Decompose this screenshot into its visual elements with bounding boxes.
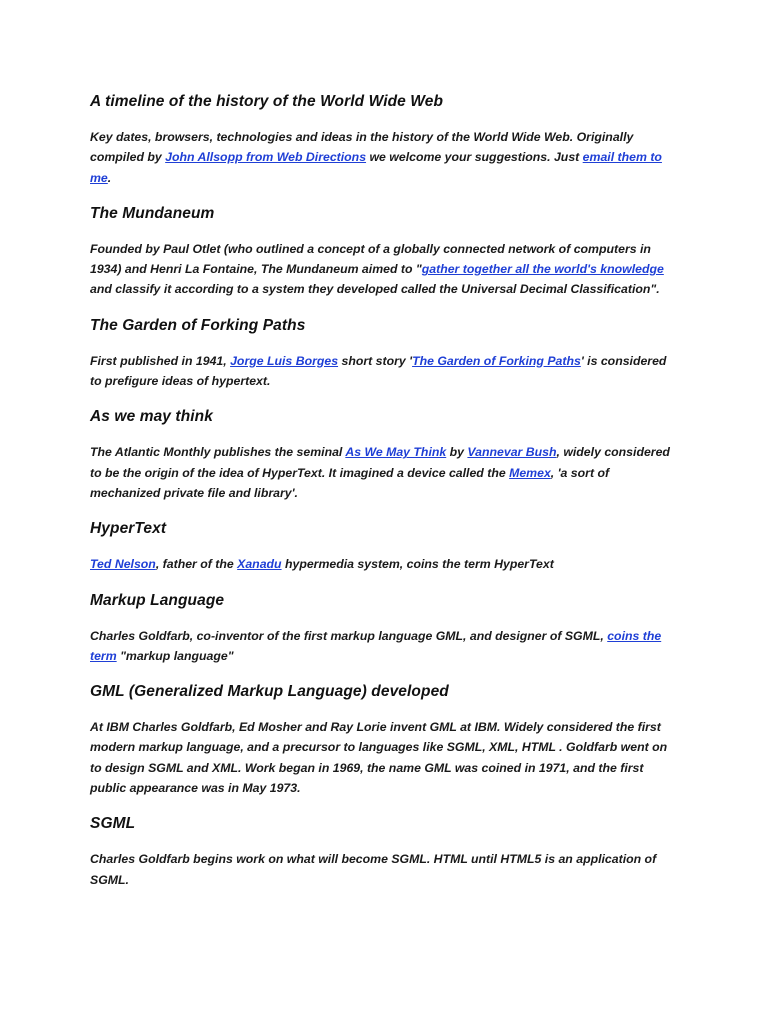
- hypertext-text-2: hypermedia system, coins the term HyperText: [281, 557, 554, 572]
- garden-text-3: ' is considered to prefigure ideas of hypertext.: [90, 353, 667, 389]
- link-xanadu[interactable]: Xanadu: [237, 557, 282, 572]
- heading-gml: GML (Generalized Markup Language) developed: [90, 683, 449, 701]
- mundaneum-text-2: and classify it according to a system they developed called the Universal Decimal Classification".: [90, 282, 660, 297]
- link-as-we-may-think[interactable]: As We May Think: [345, 445, 447, 460]
- heading-hypertext: HyperText: [90, 520, 167, 538]
- maythink-text-1: The Atlantic Monthly publishes the seminal: [90, 445, 346, 460]
- garden-text-1: First published in 1941,: [90, 353, 231, 368]
- heading-mundaneum: The Mundaneum: [90, 204, 215, 222]
- page-title: A timeline of the history of the World Wide Web: [90, 93, 444, 110]
- paragraph-gml: At IBM Charles Goldfarb, Ed Mosher and Ray Lorie invent GML at IBM. Widely considered the first modern markup language, and a precursor to languages like SGML, XML, HTML . Goldfarb went on to design SGML and XML. Work began in 1969, the name GML was coined in 1971, and the first public appearance was in May 1973.: [90, 720, 668, 796]
- paragraph-as-we-may-think: [90, 442, 680, 503]
- paragraph-garden: [90, 351, 680, 392]
- garden-text-2: short story ': [338, 353, 413, 368]
- hypertext-text-1: , father of the: [155, 557, 238, 572]
- heading-markup-language: Markup Language: [90, 591, 225, 609]
- link-memex[interactable]: Memex: [509, 465, 551, 480]
- paragraph-sgml: Charles Goldfarb begins work on what will become SGML. HTML until HTML5 is an application of SGML.: [90, 852, 657, 887]
- markup-text-1: Charles Goldfarb, co-inventor of the first markup language GML, and designer of SGML,: [90, 628, 608, 643]
- heading-sgml: SGML: [90, 815, 136, 833]
- link-garden-forking-paths[interactable]: The Garden of Forking Paths: [412, 353, 581, 368]
- markup-text-2: "markup language": [116, 648, 234, 663]
- intro-paragraph: [90, 127, 680, 188]
- paragraph-mundaneum: [90, 239, 680, 300]
- link-john-allsopp[interactable]: John Allsopp from Web Directions: [165, 150, 367, 165]
- heading-as-we-may-think: As we may think: [90, 408, 213, 426]
- paragraph-markup-language: [90, 626, 680, 667]
- heading-garden: The Garden of Forking Paths: [90, 316, 306, 334]
- maythink-text-3: , widely considered to be the origin of the idea of HyperText. It imagined a device called the: [90, 445, 670, 480]
- link-email[interactable]: email them to me: [90, 150, 662, 185]
- intro-text-1: Key dates, browsers, technologies and ideas in the history of the World Wide Web. Originally compiled by: [90, 130, 634, 165]
- intro-text-2: we welcome your suggestions. Just: [366, 150, 583, 165]
- link-vannevar-bush[interactable]: Vannevar Bush: [467, 445, 557, 460]
- link-borges[interactable]: Jorge Luis Borges: [230, 353, 339, 368]
- maythink-text-4: , 'a sort of mechanized private file and library'.: [90, 465, 610, 500]
- link-ted-nelson[interactable]: Ted Nelson: [90, 557, 156, 572]
- mundaneum-text-1: Founded by Paul Otlet (who outlined a concept of a globally connected network of computers in 1934) and Henri La Fontaine, The Mundaneum aimed to ": [90, 241, 651, 277]
- paragraph-hypertext: [90, 554, 680, 574]
- document-page: [90, 92, 680, 890]
- maythink-text-2: by: [446, 445, 468, 460]
- link-gather-knowledge[interactable]: gather together all the world's knowledge: [421, 262, 664, 277]
- intro-text-3: .: [107, 170, 112, 185]
- link-coins-the-term[interactable]: coins the term: [90, 628, 662, 663]
